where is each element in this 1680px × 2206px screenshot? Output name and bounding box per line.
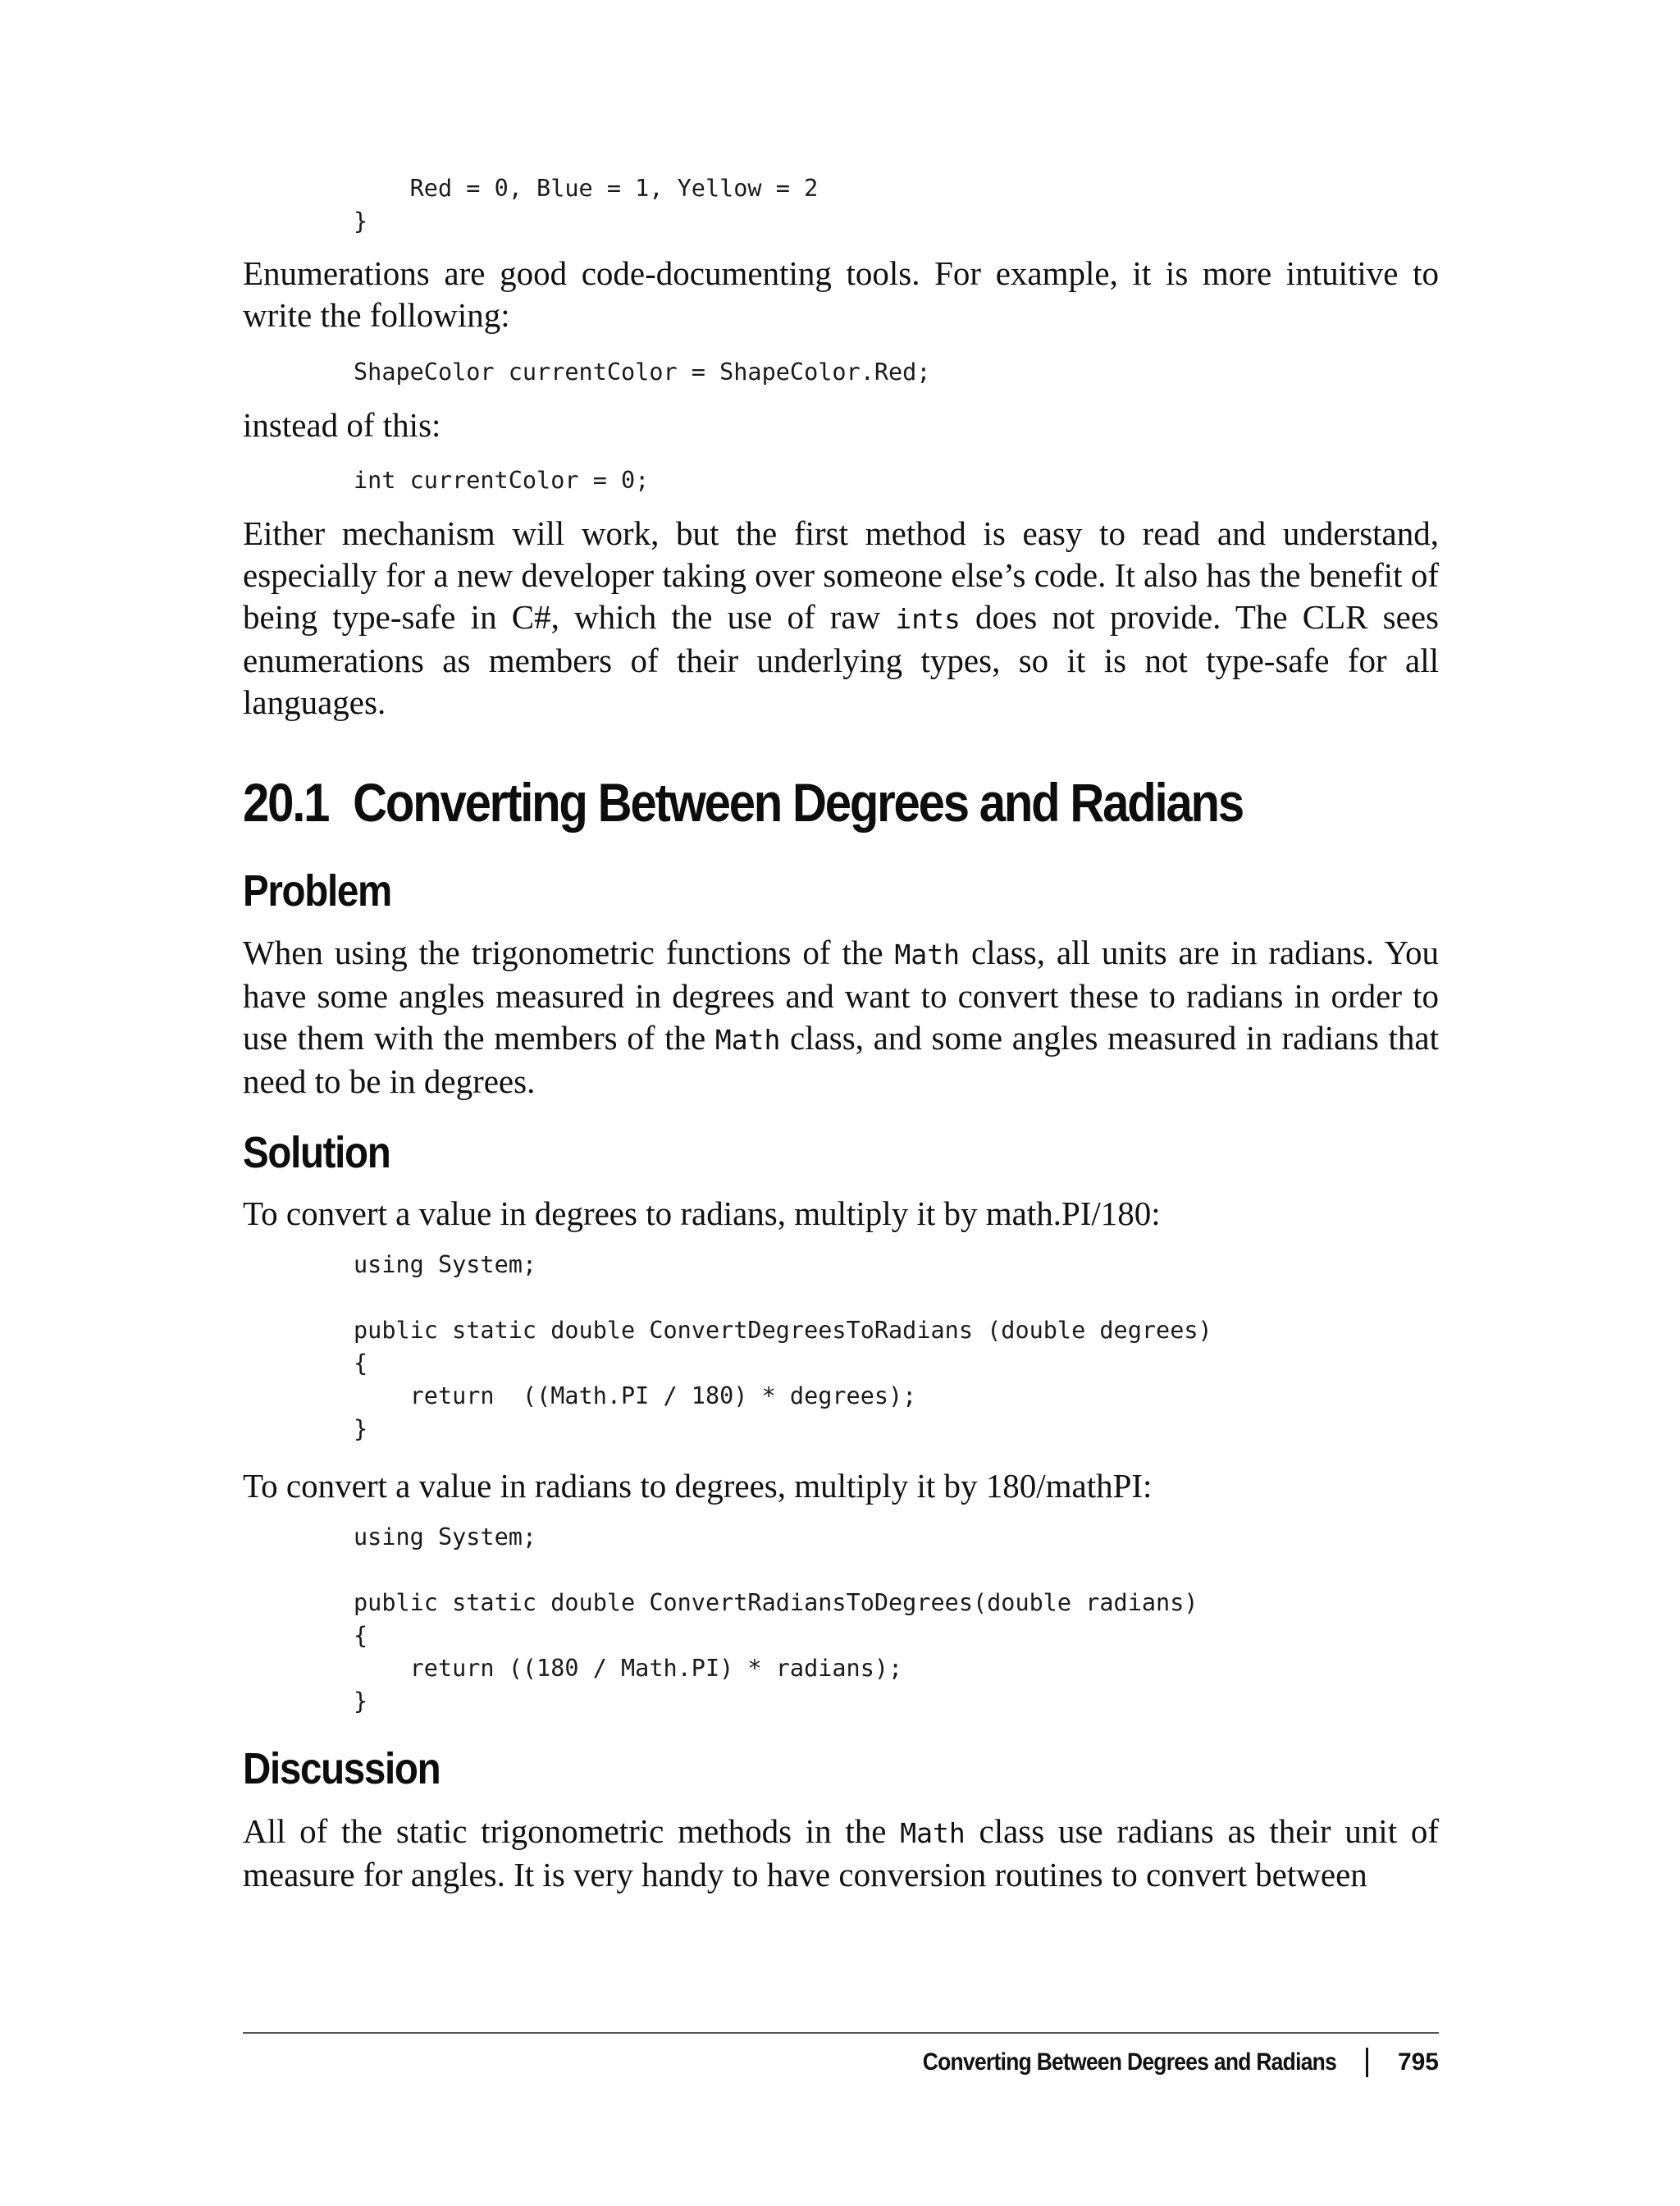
section-number: 20.1 <box>243 772 329 833</box>
heading-discussion: Discussion <box>243 1744 441 1793</box>
paragraph-problem <box>243 932 1439 1103</box>
footer-separator <box>1366 2048 1368 2077</box>
code-degrees-to-radians: using System; public static double ConvertDegreesToRadians (double degrees) { return ((Math.PI / 180) * degrees); } <box>354 1251 1212 1442</box>
text-run: class, all units are in radians. You have some angles measured in degrees and want to convert these to radians in order to use them with the members of the <box>243 934 1439 1057</box>
section-title-text: Converting Between Degrees and Radians <box>353 772 1243 833</box>
inline-code: Math <box>894 939 961 971</box>
paragraph-solution-intro-2: To convert a value in radians to degrees, multiply it by 180/mathPI: <box>243 1467 1153 1505</box>
section-title <box>243 771 1295 834</box>
text-run: When using the trigonometric functions of the <box>243 934 895 971</box>
running-title: Converting Between Degrees and Radians <box>922 2048 1336 2076</box>
text-run: Either mechanism will work, but the first method is easy to read and understand, especially for a new developer taking over someone else’s code. It also has the benefit of being type-safe in C#, which the use of raw <box>243 514 1439 636</box>
text-run: class use radians as their unit of measure for angles. It is very handy to have conversion routines to convert between <box>243 1812 1439 1893</box>
inline-code: Math <box>714 1024 781 1056</box>
paragraph-instead: instead of this: <box>243 406 441 444</box>
inline-code: ints <box>895 603 961 635</box>
paragraph-type-safety <box>243 513 1439 724</box>
inline-code: Math <box>900 1817 966 1849</box>
code-line: Red = 0, Blue = 1, Yellow = 2 <box>354 175 819 202</box>
heading-problem: Problem <box>243 866 391 916</box>
code-int-usage: int currentColor = 0; <box>354 467 650 494</box>
text-run: does not provide. The CLR sees enumerations as members of their underlying types, so it is not type-safe for all languages. <box>243 598 1439 721</box>
code-enum-usage: ShapeColor currentColor = ShapeColor.Red; <box>354 359 931 386</box>
code-line: } <box>354 208 368 235</box>
text-run: class, and some angles measured in radians that need to be in degrees. <box>243 1019 1439 1100</box>
page-number: 795 <box>1397 2048 1439 2076</box>
text-run: All of the static trigonometric methods in the <box>243 1812 901 1850</box>
paragraph-enumerations: Enumerations are good code-documenting tools. For example, it is more intuitive to write the following: <box>243 254 1439 334</box>
paragraph-discussion <box>243 1811 1439 1896</box>
code-block-enum-end <box>243 172 1550 238</box>
heading-solution: Solution <box>243 1128 390 1177</box>
paragraph-solution-intro-1: To convert a value in degrees to radians, multiply it by math.PI/180: <box>243 1194 1161 1232</box>
footer-rule <box>243 2032 1439 2034</box>
page-footer <box>866 2046 1439 2079</box>
code-radians-to-degrees: using System; public static double ConvertRadiansToDegrees(double radians) { return ((180 / Math.PI) * radians); } <box>354 1523 1198 1715</box>
